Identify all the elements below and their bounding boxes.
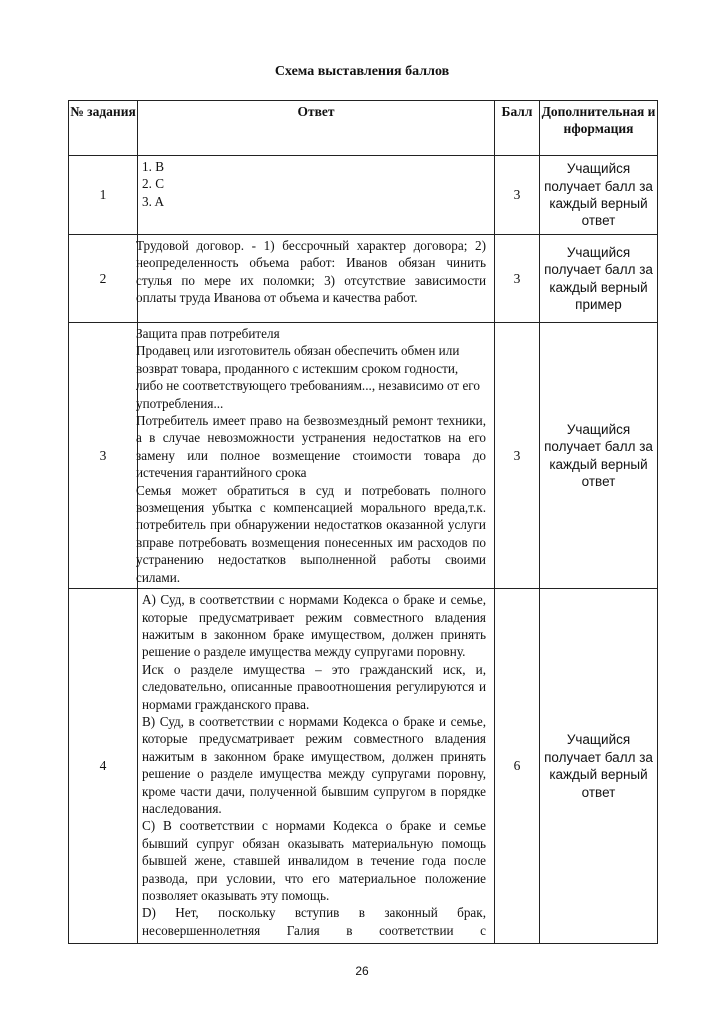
score-cell: 3 [495, 323, 540, 589]
task-number: 4 [69, 589, 138, 944]
answer-cell [138, 156, 495, 235]
answer-paragraph: C) В соответствии с нормами Кодекса о браке и семье бывший супруг обязан оказывать материальную помощь бывшей жене, ставшей инвалидом в течение года после развода, при условии, что его материальное положение позволяет оказывать эту помощь. [142, 818, 486, 903]
task-number: 3 [69, 323, 138, 589]
answer-paragraph: B) Суд, в соответствии с нормами Кодекса о браке и семье, которые предусматривает режим совместного владения нажитым в законном браке имуществом, должен принять решение о разделе имущества между супругами поровну, кроме части дачи, полученной бывшим супругом в порядке наследования. [142, 713, 486, 816]
table-row [69, 589, 658, 944]
answer-cell [138, 235, 495, 323]
table-header-row [69, 101, 658, 156]
task-number: 1 [69, 156, 138, 235]
answer-paragraph: Защита прав потребителя [136, 326, 280, 341]
header-score-label: Балл [501, 104, 533, 119]
header-answer-label: Ответ [297, 104, 335, 119]
info-cell: Учащийся получает балл за каждый верный ответ [540, 589, 658, 944]
table-row [69, 323, 658, 589]
answer-paragraph: D) Нет, поскольку вступив в законный брак, несовершеннолетняя Галия в соответствии с [142, 905, 486, 938]
answer-line: 2. C [142, 176, 164, 192]
header-num-label: № задания [70, 104, 136, 119]
info-cell: Учащийся получает балл за каждый верный ответ [540, 156, 658, 235]
table-row [69, 156, 658, 235]
score-cell: 3 [495, 156, 540, 235]
score-cell: 3 [495, 235, 540, 323]
score-cell: 6 [495, 589, 540, 944]
answer-line: 1. B [142, 159, 164, 174]
answer-paragraph: Иск о разделе имущества – это гражданский иск, и, следовательно, описанные правоотношения регулируются и нормами гражданского права. [142, 661, 486, 712]
answer-paragraph: Потребитель имеет право на безвозмездный ремонт техники, а в случае невозможности устранения недостатков на его замену или полное возмещение стоимости товара до истечения гарантийного срока [136, 413, 486, 481]
answer-cell [138, 589, 495, 944]
header-score [495, 101, 540, 156]
answer-line: 3. A [142, 193, 164, 209]
answer-paragraph: Семья может обратиться в суд и потребовать полного возмещения убытка с компенсацией морального вреда,т.к. потребитель при обнаружении недостатков оказанной услуги вправе потребовать возмещения понесенных им расходов по устранению недостатков выполненной работы своими силами. [136, 482, 486, 585]
info-cell: Учащийся получает балл за каждый верный ответ [540, 323, 658, 589]
answer-paragraph: Трудовой договор. - 1) бессрочный характер договора; 2) неопределенность объема работ: Иванов обязан чинить стулья по мере их поломки; 3) отсутствие зависимости оплаты труда Иванова от объема и качества работ. [136, 238, 486, 306]
answer-paragraph: Продавец или изготовитель обязан обеспечить обмен или возврат товара, проданного с истекшим сроком годности, либо не соответствующего требованиям..., независимо от его употребления... [136, 343, 480, 411]
header-num [69, 101, 138, 156]
header-answer [138, 101, 495, 156]
page-number: 26 [355, 964, 369, 978]
answer-paragraph: A) Суд, в соответствии с нормами Кодекса о браке и семье, которые предусматривает режим совместного владения нажитым в законном браке имуществом, должен принять решение о разделе имущества между супругами поровну. [142, 592, 486, 660]
header-info [540, 101, 658, 156]
page-title: Схема выставления баллов [274, 64, 450, 79]
scoring-table [68, 100, 658, 944]
task-number: 2 [69, 235, 138, 323]
info-cell: Учащийся получает балл за каждый верный пример [540, 235, 658, 323]
table-row [69, 235, 658, 323]
answer-cell [138, 323, 495, 589]
header-info-label: Дополнительная информация [541, 104, 656, 136]
